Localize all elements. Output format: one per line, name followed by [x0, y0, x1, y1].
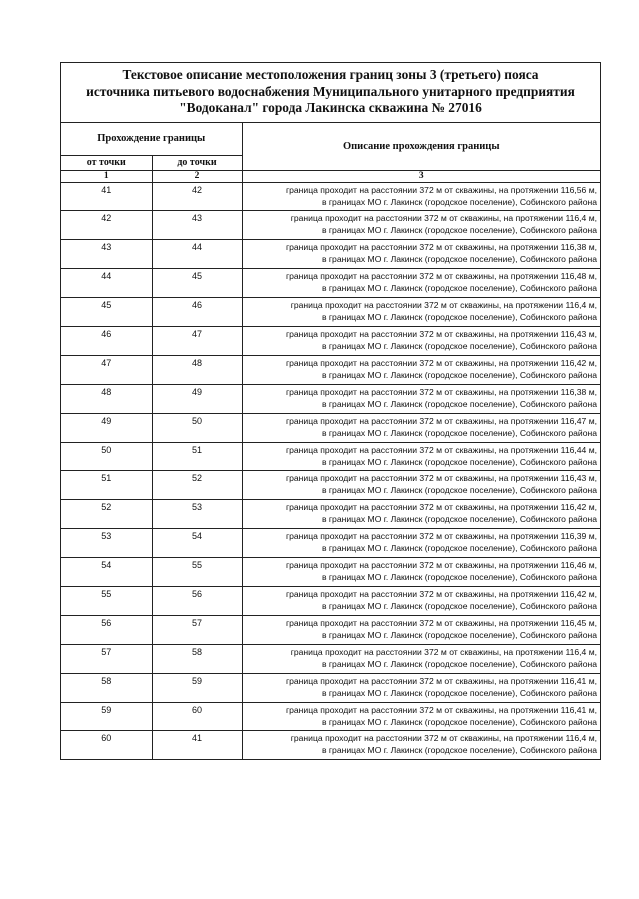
- description-line: граница проходит на расстоянии 372 м от скважины, на протяжении 116,48 м,: [285, 271, 598, 282]
- from-point-cell: 49: [61, 413, 152, 442]
- description-line: в границах МО г. Лакинск (городское поселение), Собинского района: [321, 687, 598, 698]
- table-row: [61, 240, 600, 269]
- table-row: [61, 615, 600, 644]
- to-point-cell: 48: [152, 355, 242, 384]
- table-row: [61, 413, 600, 442]
- description-line: граница проходит на расстоянии 372 м от скважины, на протяжении 116,42 м,: [285, 357, 598, 368]
- description-line: граница проходит на расстоянии 372 м от скважины, на протяжении 116,38 м,: [285, 242, 598, 253]
- description-cell: [242, 615, 600, 644]
- from-point-cell: 47: [61, 355, 152, 384]
- description-line: в границах МО г. Лакинск (городское поселение), Собинского района: [321, 456, 598, 467]
- description-line: граница проходит на расстоянии 372 м от скважины, на протяжении 116,4 м,: [290, 300, 598, 311]
- header-col-number-1: 1: [61, 170, 152, 182]
- description-cell: [242, 269, 600, 298]
- table-row: [61, 702, 600, 731]
- description-line: граница проходит на расстоянии 372 м от скважины, на протяжении 116,42 м,: [285, 588, 598, 599]
- description-line: в границах МО г. Лакинск (городское поселение), Собинского района: [321, 340, 598, 351]
- table-row: [61, 384, 600, 413]
- to-point-cell: 45: [152, 269, 242, 298]
- description-line: в границах МО г. Лакинск (городское поселение), Собинского района: [321, 600, 598, 611]
- from-point-cell: 60: [61, 731, 152, 759]
- table-row: [61, 644, 600, 673]
- description-line: в границах МО г. Лакинск (городское поселение), Собинского района: [321, 629, 598, 640]
- description-line: граница проходит на расстоянии 372 м от скважины, на протяжении 116,56 м,: [285, 184, 598, 195]
- description-line: в границах МО г. Лакинск (городское поселение), Собинского района: [321, 196, 598, 207]
- from-point-cell: 56: [61, 615, 152, 644]
- description-cell: [242, 644, 600, 673]
- description-cell: [242, 702, 600, 731]
- description-cell: [242, 384, 600, 413]
- from-point-cell: 58: [61, 673, 152, 702]
- description-cell: [242, 529, 600, 558]
- from-point-cell: 41: [61, 182, 152, 211]
- from-point-cell: 55: [61, 586, 152, 615]
- description-line: граница проходит на расстоянии 372 м от скважины, на протяжении 116,38 м,: [285, 386, 598, 397]
- description-line: в границах МО г. Лакинск (городское поселение), Собинского района: [321, 716, 598, 727]
- description-cell: [242, 558, 600, 587]
- table-row: [61, 326, 600, 355]
- to-point-cell: 55: [152, 558, 242, 587]
- from-point-cell: 57: [61, 644, 152, 673]
- description-line: граница проходит на расстоянии 372 м от скважины, на протяжении 116,43 м,: [285, 328, 598, 339]
- description-line: граница проходит на расстоянии 372 м от скважины, на протяжении 116,4 м,: [290, 646, 598, 657]
- title-line: Текстовое описание местоположения границ зоны 3 (третьего) пояса: [122, 67, 539, 82]
- description-line: граница проходит на расстоянии 372 м от скважины, на протяжении 116,46 м,: [285, 560, 598, 571]
- description-line: граница проходит на расстоянии 372 м от скважины, на протяжении 116,41 м,: [285, 675, 598, 686]
- description-line: граница проходит на расстоянии 372 м от скважины, на протяжении 116,47 м,: [285, 415, 598, 426]
- description-line: граница проходит на расстоянии 372 м от скважины, на протяжении 116,42 м,: [285, 502, 598, 513]
- description-line: в границах МО г. Лакинск (городское поселение), Собинского района: [321, 543, 598, 554]
- description-line: в границах МО г. Лакинск (городское поселение), Собинского района: [321, 427, 598, 438]
- description-line: в границах МО г. Лакинск (городское поселение), Собинского района: [321, 514, 598, 525]
- to-point-cell: 49: [152, 384, 242, 413]
- description-line: в границах МО г. Лакинск (городское поселение), Собинского района: [321, 254, 598, 265]
- table-row: [61, 558, 600, 587]
- to-point-cell: 50: [152, 413, 242, 442]
- header-to-point: до точки: [152, 155, 242, 170]
- from-point-cell: 48: [61, 384, 152, 413]
- description-line: в границах МО г. Лакинск (городское поселение), Собинского района: [321, 369, 598, 380]
- description-cell: [242, 673, 600, 702]
- from-point-cell: 50: [61, 442, 152, 471]
- description-line: граница проходит на расстоянии 372 м от скважины, на протяжении 116,4 м,: [290, 733, 598, 744]
- description-cell: [242, 413, 600, 442]
- description-line: в границах МО г. Лакинск (городское поселение), Собинского района: [321, 745, 598, 756]
- from-point-cell: 45: [61, 298, 152, 327]
- description-cell: [242, 500, 600, 529]
- description-line: в границах МО г. Лакинск (городское поселение), Собинского района: [321, 225, 598, 236]
- from-point-cell: 54: [61, 558, 152, 587]
- header-col-number-3: 3: [242, 170, 600, 182]
- title-line: "Водоканал" города Лакинска скважина № 27016: [179, 100, 482, 115]
- table-row: [61, 529, 600, 558]
- to-point-cell: 60: [152, 702, 242, 731]
- description-cell: [242, 240, 600, 269]
- to-point-cell: 41: [152, 731, 242, 759]
- to-point-cell: 44: [152, 240, 242, 269]
- to-point-cell: 54: [152, 529, 242, 558]
- to-point-cell: 46: [152, 298, 242, 327]
- description-cell: [242, 298, 600, 327]
- table-row: [61, 211, 600, 240]
- description-cell: [242, 355, 600, 384]
- header-col-number-2: 2: [152, 170, 242, 182]
- description-cell: [242, 211, 600, 240]
- header-from-point: от точки: [61, 155, 152, 170]
- from-point-cell: 42: [61, 211, 152, 240]
- from-point-cell: 43: [61, 240, 152, 269]
- description-line: в границах МО г. Лакинск (городское поселение), Собинского района: [321, 283, 598, 294]
- table-row: [61, 731, 600, 759]
- table-row: [61, 355, 600, 384]
- from-point-cell: 53: [61, 529, 152, 558]
- description-line: граница проходит на расстоянии 372 м от скважины, на протяжении 116,44 м,: [285, 444, 598, 455]
- table-row: [61, 298, 600, 327]
- table-row: [61, 586, 600, 615]
- description-cell: [242, 731, 600, 759]
- from-point-cell: 46: [61, 326, 152, 355]
- to-point-cell: 42: [152, 182, 242, 211]
- table-row: [61, 471, 600, 500]
- description-cell: [242, 326, 600, 355]
- description-line: граница проходит на расстоянии 372 м от скважины, на протяжении 116,43 м,: [285, 473, 598, 484]
- description-cell: [242, 471, 600, 500]
- table-row: [61, 673, 600, 702]
- description-line: в границах МО г. Лакинск (городское поселение), Собинского района: [321, 485, 598, 496]
- description-line: в границах МО г. Лакинск (городское поселение), Собинского района: [321, 312, 598, 323]
- to-point-cell: 51: [152, 442, 242, 471]
- to-point-cell: 53: [152, 500, 242, 529]
- description-line: граница проходит на расстоянии 372 м от скважины, на протяжении 116,39 м,: [285, 531, 598, 542]
- description-line: в границах МО г. Лакинск (городское поселение), Собинского района: [321, 658, 598, 669]
- table-row: [61, 500, 600, 529]
- document-title: [61, 63, 600, 123]
- to-point-cell: 56: [152, 586, 242, 615]
- document-frame: [60, 62, 601, 760]
- to-point-cell: 59: [152, 673, 242, 702]
- boundary-table: [61, 123, 600, 760]
- table-row: [61, 182, 600, 211]
- from-point-cell: 59: [61, 702, 152, 731]
- table-row: [61, 442, 600, 471]
- description-line: граница проходит на расстоянии 372 м от скважины, на протяжении 116,4 м,: [290, 213, 598, 224]
- description-line: в границах МО г. Лакинск (городское поселение), Собинского района: [321, 572, 598, 583]
- header-passage: Прохождение границы: [61, 123, 242, 156]
- description-line: в границах МО г. Лакинск (городское поселение), Собинского района: [321, 398, 598, 409]
- to-point-cell: 58: [152, 644, 242, 673]
- to-point-cell: 47: [152, 326, 242, 355]
- table-row: [61, 269, 600, 298]
- description-line: граница проходит на расстоянии 372 м от скважины, на протяжении 116,41 м,: [285, 704, 598, 715]
- description-cell: [242, 442, 600, 471]
- title-line: источника питьевого водоснабжения Муниципального унитарного предприятия: [86, 83, 575, 99]
- from-point-cell: 51: [61, 471, 152, 500]
- to-point-cell: 57: [152, 615, 242, 644]
- from-point-cell: 52: [61, 500, 152, 529]
- from-point-cell: 44: [61, 269, 152, 298]
- to-point-cell: 43: [152, 211, 242, 240]
- description-line: граница проходит на расстоянии 372 м от скважины, на протяжении 116,45 м,: [285, 617, 598, 628]
- header-description: Описание прохождения границы: [242, 123, 600, 171]
- to-point-cell: 52: [152, 471, 242, 500]
- description-cell: [242, 182, 600, 211]
- description-cell: [242, 586, 600, 615]
